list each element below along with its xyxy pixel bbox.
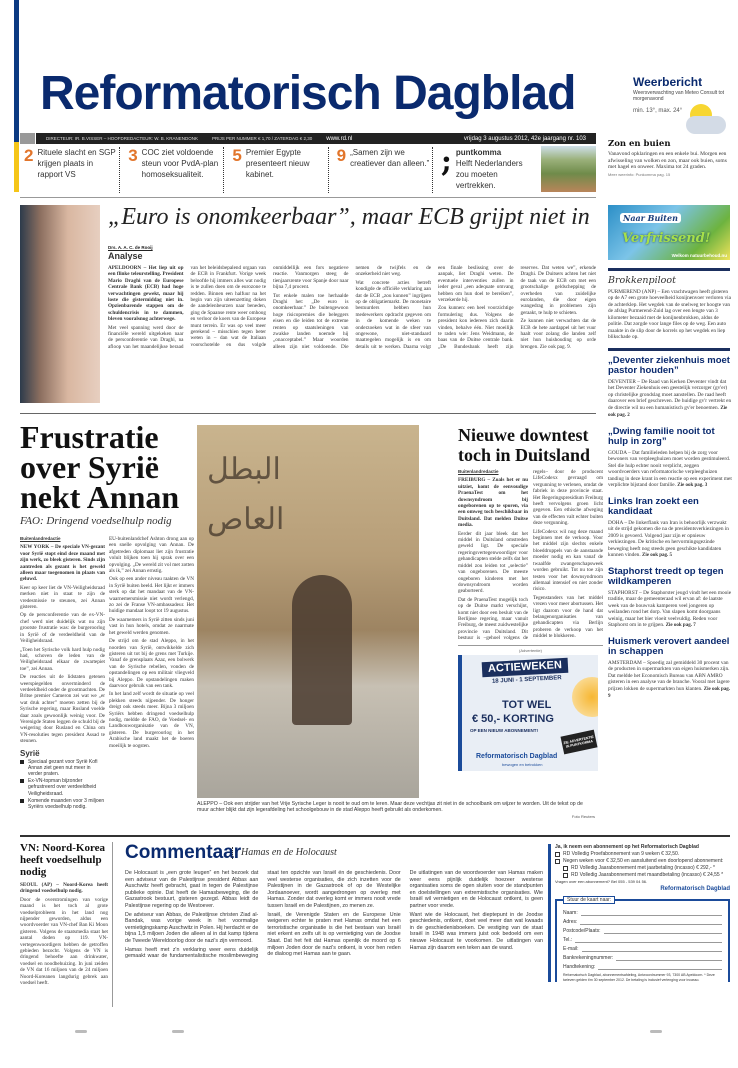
paragraph: Keer op keer liet de VN-Veiligheidsraad merken niet in staat te zijn de vredesmissie te steunen, zei Annan gisteren. [20,584,105,611]
paragraph: In het land zelf wordt de situatie op veel plekken steeds nijpender. De honger dreigt ook steeds meer. Bijna 3 miljoen Syriërs hebben dringend voedselhulp nodig, meldde de FAO, de Voedsel- en Landbouworganisatie van de VN, gisteren. De burgeroorlog in het Arabische land maakt het de boeren moeilijk te oogsten. [109,691,194,749]
email-field[interactable] [582,951,722,952]
divider [20,835,730,837]
paragraph: De Holocaust is „een grote leugen” en het bezoek dat een adviseur van de Palestijnse president Abbas aan Auschwitz heeft gebracht, gaat in tegen de Palestijnse publieke opinie. Dat heeft de Hamasbeweging, die de Gazastrook bestuurt, gisteren gezegd. Abbas leidt de Palestijnse regering op de Westoever. [125,870,259,909]
paragraph: De adviseur van Abbas, de Palestijnse christen Ziad al-Bandak, was vorige week in het voormalige vernietigingskamp Auschwitz in Polen. Hij herdacht er de bijna 1,5 miljoen Joden die alleen al in dat kamp tijdens de Tweede Wereldoorlog door de nazi's zijn vermoord. [125,911,259,944]
commentaar-body [125,870,543,960]
downtest-redactie: Buitenlandredactie [458,469,499,474]
masthead-title: Reformatorisch Dagblad [40,67,576,120]
divider [608,348,730,351]
news-item-body [608,660,732,701]
infobar-price: PRIJS PER NUMMER € 1,70 / ZATERDAG € 2,30 [212,136,313,141]
teaser-page: 3 [128,146,138,165]
noordkorea-body [20,882,108,987]
option-label: RD Volledig Jaarabonnement met jaarbetaling (incasso) € 292,- * [571,865,715,871]
paragraph: De reacties uit de lidstaten getenen weerspiegelden onverminderd de verdeeldheid onder de grootmachten. De Britse premier Cameron zei wat we „er wat druk achter” moeten zetten bij de Syrische regering, maar Rusland voelde daar zoals gewoonlijk weinig voor. De Verenigde Staten leggen de schuld bij de weigering door Rusland en China om VN-resoluties tegen president Assad te steunen. [20,674,105,745]
form-footer: Reformatorisch Dagblad, abonnementsafdeling, Antwoordnummer 93, 7300 AB Apeldoorn. * Deze tarieven gelden t/m 30 september 2012. De betaling is inclusief verlenging voor incasso. [563,973,715,982]
paragraph: Door de overstromingen van vorige maand is het toch al grote voedselprobleem in het land nog nijpender geworden, aldus een woordvoerder van VN-chef Ban Ki Moon gisteren. Volgens de staatsmedia staat het aantal doden op 119. VN-vertegenwoordigers hebben de getroffen gebieden bezocht. Volgens de VN is dringend behoefte aan drinkwater, voedsel en noodbehuizing. In juni zeiden de VN dat 16 miljoen van de 24 miljoen Noord-Koreanen langdurig gebrek aan voedsel heeft. [20,896,108,987]
paragraph: Hamas heeft met z'n verklaring weer eens duidelijk gemaakt waar de fundamentalistische moslimbeweging staat ten opzichte van Israël én de geschiedenis. Door veel westerse organisaties, die zich inzetten voor de Palestijnen in de Gazastrook of op de Westelijke Jordaanoever, wordt aangedrongen op overleg met Hamas. Zonder dat overleg komt er immers nooit vrede tussen Israël en de Palestijnen, zo menen ze. [125,870,401,960]
aleppo-photo [197,425,419,798]
field-label: Handtekening: [563,964,596,970]
factbox-item: Speciaal gezant voor Syrië Kofi Annan ziet geen nut meer in verder praten. [20,759,105,778]
teaser-text: Rituele slacht en SGP krijgen plaats in rapport VS [37,148,116,179]
address-box [555,899,730,982]
paragraph: Zou kunnen: een heel voorzichtige formulering dus. Volgens de president kon iedereen zich daarin vinden, behalve één. Niet moeilijk te raden wie: Jens Weidmann, de baas van de Duitse centrale bank. „De Bundesbank heeft zijn reserves. Dat weten we”, erkende Draghi. De Duitsers achten het niet de taak van de ECB om met een grootschalige geldschepping de overheden van zuidelijke eurolanden, die door eigen wangedrag in problemen zijn geraakt, te hulp te schieten. [438,265,596,350]
syria-lead: NEW YORK – De speciale VN-gezant voor Syrië stopt eind deze maand met zijn werk, zo bleek gisteren. Sinds zijn aantreden als gezant is het geweld alleen maar toegenomen in plaats van geluwd. [20,544,105,583]
infobar-url[interactable]: www.rd.nl [326,135,353,142]
commentaar-label: Commentaar [125,842,242,863]
weather-temps: min. 13°, max. 24° [633,108,683,114]
factbox-item: Ex-VN-topman bijzonder gefrustreerd over verdeeldheid Veiligheidsraad. [20,778,105,797]
wall-writing: ﺍﻟﺒﻄﻞ ﺍﻟﻌﺎﺹ [207,452,285,537]
news-item-title[interactable]: „Dwing familie nooit tot hulp in zorg” [608,425,715,447]
noordkorea-lead: SEOUL (AP) – Noord-Korea heeft dringend voedselhulp nodig. [20,882,108,895]
see-also[interactable]: Zie ook pag. 9 [608,686,731,699]
see-also[interactable]: Zie ook pag. 5 [642,553,673,558]
news-item-text: GOUDA – Dat familieleden helpen bij de zorg voor bewoners van verpleeghuizen moet worden gestimuleerd. Stel die hulp echter nooit verplicht, zeggen woordvoerders van reformatorische verpleeghuizen tandiug in deze krant in een reactie op een experiment met verplichte bijstand door familie. [608,449,732,488]
paragraph: „Toen het Syrische volk hard hulp nodig had, schoven de leden van de Veiligheidsraad elkaar de zwartepiet toe”, zei Annan. [20,646,105,672]
paragraph: Dat de PraenaTest mogelijk toch op de Duitse markt verschijnt, komt niet door een besluit van de Berlijnse regering, maar vanuit Freiburg, de meest zuidwestelijke provincie van Duitsland. Dit bestuur is –gehoel volgens de regels– door de producent LifeCodexx gevraagd om vergunning te verlenen, omdat de fabriek in deze provincie staat. Het Regeringspresidium Freiburg heeft vervolgens groen licht gegeven. Een ethische afweging van de effecten valt echter buiten deze vergunning. [458,469,603,642]
news-item-text: STAPHORST – De Staphorster jeugd vindt het een mooie traditie, maar de gemeenteraad wil ervan af: de laatste week van de bouwvak kamperen veel jongeren op weilanden rond het dorp. Van slapen komt doorgaans weinig, maar het bier vloeit veelvuldig. Reden voor Staphorst om in te grijpen. [608,589,732,628]
subscription-form [548,844,730,982]
syria-body-col2 [109,536,194,751]
news-item-text: AMSTERDAM – Spoedig zal gemiddeld 30 procent van de producten in supermarkten van eigen huismerken zijn. Dat meldde het Economisch Bureau van ABN AMRO gisteren in een analyse van de branche. Vooral met lagere prijzen lokken de supermarkten hun klanten. [608,659,730,692]
flower-icon [572,677,598,717]
see-also[interactable]: Zie ook pag. 7 [665,623,696,628]
ad-line2: Verfrissend! [622,231,711,246]
divider [112,842,113,1007]
weather-forecast [608,139,732,177]
ad-logo: Reformatorisch Dagblad [476,752,558,760]
teaser[interactable] [228,147,328,193]
ad-slogan: bewogen en betrokken [502,761,543,767]
form-logo: Reformatorisch Dagblad [660,886,730,892]
news-item-body [608,520,732,560]
field-label: Postcode/Plaats: [563,928,601,934]
news-item-title[interactable]: Staphorst treedt op tegen wildkamperen [608,565,724,587]
see-also[interactable]: Zie ook pag. 3 [677,483,708,488]
weather-more-link[interactable]: Meer weerinfo: Punkomma pag. 15 [608,171,671,177]
paragraph: Want wie de Holocaust, het dieptepunt in de Joodse geschiedenis, ontkent, doet veel meer dan wat kwaads in de geschiedenisboeken. De vestiging van de staat Israël in 1948 was immers juist ook bedoeld om een nieuwe Holocaust te voorkomen. De uitlatingen van Hamas zijn daarom een teken aan de wand. [409,911,543,951]
form-heading: Ja, ik neem een abonnement op het Reformatorisch Dagblad [555,844,699,850]
see-also[interactable]: Zie ook pag. 2 [608,405,728,418]
option-label: RD Volledig Jaarabonnement met maandbetaling (incasso) € 24,55 * [571,872,724,878]
bank-field[interactable] [616,960,722,961]
phone-field[interactable] [575,942,722,943]
ad-line3: OP EEN NIEUW ABONNEMENT! [470,727,539,733]
euro-headline[interactable]: „Euro is onomkeerbaar”, maar ECB grijpt niet in [108,204,590,230]
teaser-text: COC ziet voldoende steun voor PvdA-plan homoseksualiteit. [141,148,219,179]
euro-body [108,265,596,350]
syria-headline[interactable]: Frustratie over Syrië nekt Annan [20,419,180,515]
teaser-page: 2 [24,146,34,165]
euro-lead: APELDOORN – Het liep uit op een flinke teleurstelling. President Mario Draghi van de Europese Centrale Bank (ECB) had hoge verwachtingen gewekt, maar hij loste die gistermiddag niet in. Opzienbarende stappen om de schuldencrisis in te dammen, bleven vooralsnog achterwege. [108,265,184,323]
ad-line1: Naar Buiten [620,213,681,223]
puntkomma-text: Helft Nederlanders zou moeten vertrekken. [455,159,523,190]
teaser-page: 5 [232,146,242,165]
syria-redactie: Buitenlandredactie [20,536,61,541]
paragraph: Wat concrete acties betreft kondigde de officiële verklaring aan dat de ECB „zou kunnen” ingrijpen op de obligatiemarkt. De monetaire bestuurders hebben hun medewerkers opdracht gegeven om in de komende weken te onderzoeken wat in de sfeer van ongewone, niet-standaard maatregelen mogelijk is en om details uit te werken. Daarna volgt een finale beslissing over de aanpak, liet Draghi weten. De eventuele interventies zullen in ieder geval „een adequate omvang hebben om hun doel te bereiken”, verzekerde hij. [355,265,514,350]
news-item-body [608,379,732,420]
verfrissend-ad[interactable] [608,205,730,260]
teaser-text: Premier Egypte presenteert nieuw kabinet. [245,148,310,179]
weather-subtitle: Weersverwachting van Meteo Consult tot morgenavond [633,90,725,102]
ad-line1: TOT WEL [502,698,552,711]
syria-header [20,419,196,528]
paragraph: De uitlatingen van de woordvoerder van Hamas maken weer eens pijnlijk duidelijk hoezeer westerse organisaties soms de ogen sluiten voor de standpunten en doelstellingen van extremistische organisaties. Wie Israël wil vernietigen en de Holocaust ontkent, is geen partner voor vrede. [409,870,543,909]
paragraph: Tot enkele malen toe herhaalde Draghi het: „De euro is onomkeerbaar.” De buitengewoon hoge risicopremies die beleggers eisen en die leiden tot de extreme renten op staatsleningen van zwakke landen noemde hij „onacceptabel.” Maar woorden alleen zijn niet voldoende. Die nemen de twijfels en de onzekerheid niet weg. [273,265,431,350]
brokkenpiloot-title[interactable]: Brokkenpiloot [608,275,676,286]
ad-banner: ACTIEWEKEN [482,657,569,676]
syria-body-col1 [20,536,105,811]
checkbox[interactable] [555,859,560,864]
weather-block [633,75,733,114]
divider [608,268,730,271]
page-marker [75,1030,87,1033]
news-item-text: DOHA – De linkerflank van Iran is behoorlijk verzwakt uit de strijd gekomen die na de presidentsverkiezingen in 2009 is gevoerd. Volgend jaar zijn er opnieuw verkiezingen. De kritische en hervormingsgezinde beweging heeft nog steeds geen geschikte kandidaten kunnen vinden. [608,519,729,558]
checkbox[interactable] [555,852,560,857]
downtest-lead: FREIBURG – Zoals het er nu uitziet, komt de eenvoudige PraenaTest om het downsyndroom bij ongeborenen op te sporen, via een omweg toch beschikbaar in Duitsland. Dat melden Duitse media. [458,477,528,529]
teaser-row [20,144,540,193]
paragraph: Eerder dit jaar bleek dat het middel in Duitsland omstreden geweld ligt. De speciale regeringsvertegenwoordiger voor gehandicapten stelde zelfs dat het middel zou leiden tot „selectie” van ongeborenen. De meeste ongeboren kinderen met het downsyndroom worden geaborteerd. [458,530,528,595]
paragraph: EU-buitenlandchef Ashton drong aan op een snelle opvolging van Annan. De afgetreden diplomaat liet zijn frustratie voluit blijken toen hij sprak over een opvolging. „De wereld zit vol met zotten als ik,” zei Annan ernstig. [109,536,194,575]
divider [20,197,596,198]
paragraph: Tegenstanders van het middel vrezen voor meer abortussen. Het ligt daarom voor de hand dat belangenorganisaties van gehandicapten via Berlijn proberen de verkoop van het middel te blokkeren. [533,594,603,640]
syria-factbox [20,749,105,811]
teaser-photo [541,146,596,192]
field-label: Naam: [563,910,578,916]
right-column [608,205,732,708]
paragraph: Ook op een ander niveau raakten de VN in Syrië buiten beeld. Het lijkt er immers sterk op dat het mandaat van de VN-waarnemersmissie niet wordt verlengd, zo zei de Franse VN-ambassadeur. Het huidige mandaat loopt tot 19 augustus. [109,576,194,615]
puntkomma-title: puntkomma [455,148,502,157]
teaser[interactable] [124,147,224,193]
name-field[interactable] [581,915,722,916]
downtest-headline[interactable]: Nieuwe downtest toch in Duitsland [458,425,591,465]
news-item-body [608,450,732,490]
semicolon-icon: ; [440,144,452,179]
euro-article [108,203,596,350]
postcode-field[interactable] [604,933,722,934]
field-label: Tel.: [563,937,573,943]
infobar-editors: DIRECTEUR: IR. B.VISSER – HOOFDREDACTEUR: W. B. KRANENDONK [46,136,199,141]
photo-credit: Foto Reuters [571,813,595,819]
cloud-icon [686,116,726,134]
euro-byline: Drs. A. A. C. de Rooij [108,245,153,250]
box-label: Stuur de kaart naar: [563,896,615,904]
teaser[interactable] [20,147,120,193]
brokkenpiloot-body: PURMEREND (ANP) – Een vrachtwagen heeft gisteren op de A7 een grote hoeveelheid konijnenvoer verloren via de achterklep. Het wegdek van de snelweg ter hoogte van de afslag Purmerend-Zuid lag over een lengte van 3 kilometer bezaaid met de konijnenbrokken, aldus de politie. Dat zorgde voor lange files op de weg. Een auto maakte in de slip door de korrels op het wegdek en liep blikschade op. [608,288,731,340]
syria-subheadline: FAO: Dringend voedselhulp nodig [20,515,172,527]
news-item-title[interactable]: „Deventer ziekenhuis moet pastor houden” [608,354,730,376]
photo-caption: ALEPPO – Ook een strijder van het Vrije Syrische Leger is nooit te oud om te leren. Maar deze vechtjas zit niet in de schoolbank om wijzer te worden. Uit de tekst op de muur achter blijkt dat zijn legerafdeling het schoolgebouw in de stad Aleppo heeft gebruikt als onderkomen. [197,801,583,814]
brand-bar-accent [14,142,19,192]
brand-bar [14,0,19,142]
checkbox[interactable] [563,866,568,871]
news-item-title[interactable]: Links Iran zoekt een kandidaat [608,495,699,517]
field-label: Adres: [563,919,578,925]
news-item-title[interactable]: Huismerk verovert aandeel in schappen [608,635,730,657]
field-label: E-mail: [563,946,579,952]
infobar [36,133,596,144]
advertorial-label: (Advertentie) [458,645,603,653]
euro-label: Analyse [108,251,143,261]
teaser-text: „Samen zijn we creatiever dan alleen.” [350,148,430,168]
downtest-article [458,425,603,771]
form-phone: Vragen over een abonnement? Bel 055 - 539 04 56. [555,879,648,884]
weather-body: Vanavond opklaringen en een enkele bui. Morgen een afwisseling van wolken en zon, maar ook buien, soms met hagel en onweer. Maxima tot 24 graden. [608,151,727,171]
draghi-photo [20,205,100,403]
photo-caption-block [197,801,595,819]
paragraph: LifeCodexx wil nog deze maand beginnen met de verkoop. Voor het middel zijn slechts enkele bloeddruppels van de aanstaande moeder nodig en kan vanaf de twaalfde zwangerschapsweek worden gebruikt. Tot nu toe zijn testen voor het downsyndroom allemaal intensief en niet zonder risico. [533,528,603,593]
noordkorea-headline[interactable]: VN: Noord-Korea heeft voedselhulp nodig [20,842,106,878]
ad-dates: 18 JUNI - 1 SEPTEMBER [491,674,562,685]
factbox-item: Komende maanden voor 3 miljoen Syriërs voedselhulp nodig. [20,798,105,810]
ad-badge: ZIE ADVERTENTIE IN PUNTKOMMA [561,729,598,754]
teaser-puntkomma[interactable] [437,144,536,193]
address-field[interactable] [580,924,722,925]
option-label: RD Volledig Proefabonnement van 9 weken € 32,50. [563,851,680,857]
divider [20,413,596,414]
weather-headline: Zon en buien [608,139,671,149]
paragraph: Op de persconferentie van de ex-VN-chef werd niet duidelijk wat nu zijn grootste frustratie was: de burgeroorlog in Syrië of de verdeeldheid van de Veiligheidsraad. [20,612,105,645]
paragraph: De waarnemers in Syrië zitten sinds juni vast in hun hotels, omdat ze naarmate het geweld werden genomen. [109,616,194,636]
news-item-body [608,590,732,630]
noordkorea-article [20,842,108,989]
news-item-text: DEVENTER – De Raad van Kerken Deventer vindt dat het Deventer Ziekenhuis een geestelijk verzorger (gv'er) op christelijke grondslag moet aanstellen. De raad heeft daarover een brief geschreven. De huidige gv'r vertrekt en de directie wil nu een humanistisch gv'er benoemen. [608,378,732,411]
option-label: Negen weken voor € 32,50 en aansluitend een doorlopend abonnement: [563,858,724,864]
commentaar-title[interactable]: Hamas en de Holocaust [232,847,337,859]
field-label: Bankrekeningnummer: [563,955,614,961]
signature-field[interactable] [598,969,722,970]
paragraph: Met veel spanning werd door de financiële wereld uitgekeken naar de persconferentie van Draghi, na afloop van het maandelijkse beraad van het beleidsbepalend orgaan van de ECB in Frankfurt. Vorige week beloofde hij immers alles wat nodig is te zullen doen om de eurozone te redden. Binnen een halfuur na het begin van zijn uiteenzetting doken de aandelenbeurzen naar beneden, ging de Spaanse rente weer omhoog en verloor de koers van de Europese munt terrein. Er was op veel meer gerekend – misschien tegen beter weten in – dan wat de Italiaan voorschotelde en dus volgde onmiddellijk een fors negatieve reactie. Vanmorgen steeg de tienjaarsrente voor Spanje door naar bijna 7,4 procent. [108,265,349,350]
page-marker [650,1030,662,1033]
teaser[interactable] [333,147,433,193]
ad-line2: € 50,- KORTING [472,712,554,725]
paragraph: De strijd om de stad Aleppo, in het noorden van Syrië, ontwikkelde zich gisteren uit tot bij de grens met Turkije. Vanaf de grensplaats Azaz, een bolwerk van de Syrische rebellen, vonden de opstandelingen op een militair vliegveld bij Aleppo. De opstandelingen maken daarvoor gebruik van een tank. [109,638,194,689]
page-marker [172,1030,184,1033]
weather-title: Weerbericht [633,75,703,89]
downtest-body [458,469,603,642]
infobar-date: vrijdag 3 augustus 2012, 42e jaargang nr. 103 [463,135,586,142]
ad-line3: Welkom natuurbehoud.nu [671,253,727,258]
checkbox[interactable] [563,873,568,878]
fighter-figure [292,575,352,725]
teaser-page: 9 [336,146,347,165]
actieweken-ad[interactable] [458,655,598,771]
factbox-title: Syrië [20,748,40,758]
paragraph: Ze kunnen niet verwachten dat de ECB de hete aardappel uit het vuur haalt voor zolang die landen zelf niet hun huishouding op orde brengen. Zie ook pag. 9. [520,318,596,350]
infobar-accent [20,133,35,144]
paragraph: Israël, de Verenigde Staten en de Europese Unie weigeren echter te praten met Hamas omdat het een terroristische organisatie is die het bestaan van Israël niet erkent en zelfs uit is op vernietiging van de Joodse Staat. Dat het feit dat Hamas openlijk de moord op 6 miljoen Joden door de nazi's ontkent, is voor hen reden de dialoog met Hamas aan te gaan. [267,911,401,958]
